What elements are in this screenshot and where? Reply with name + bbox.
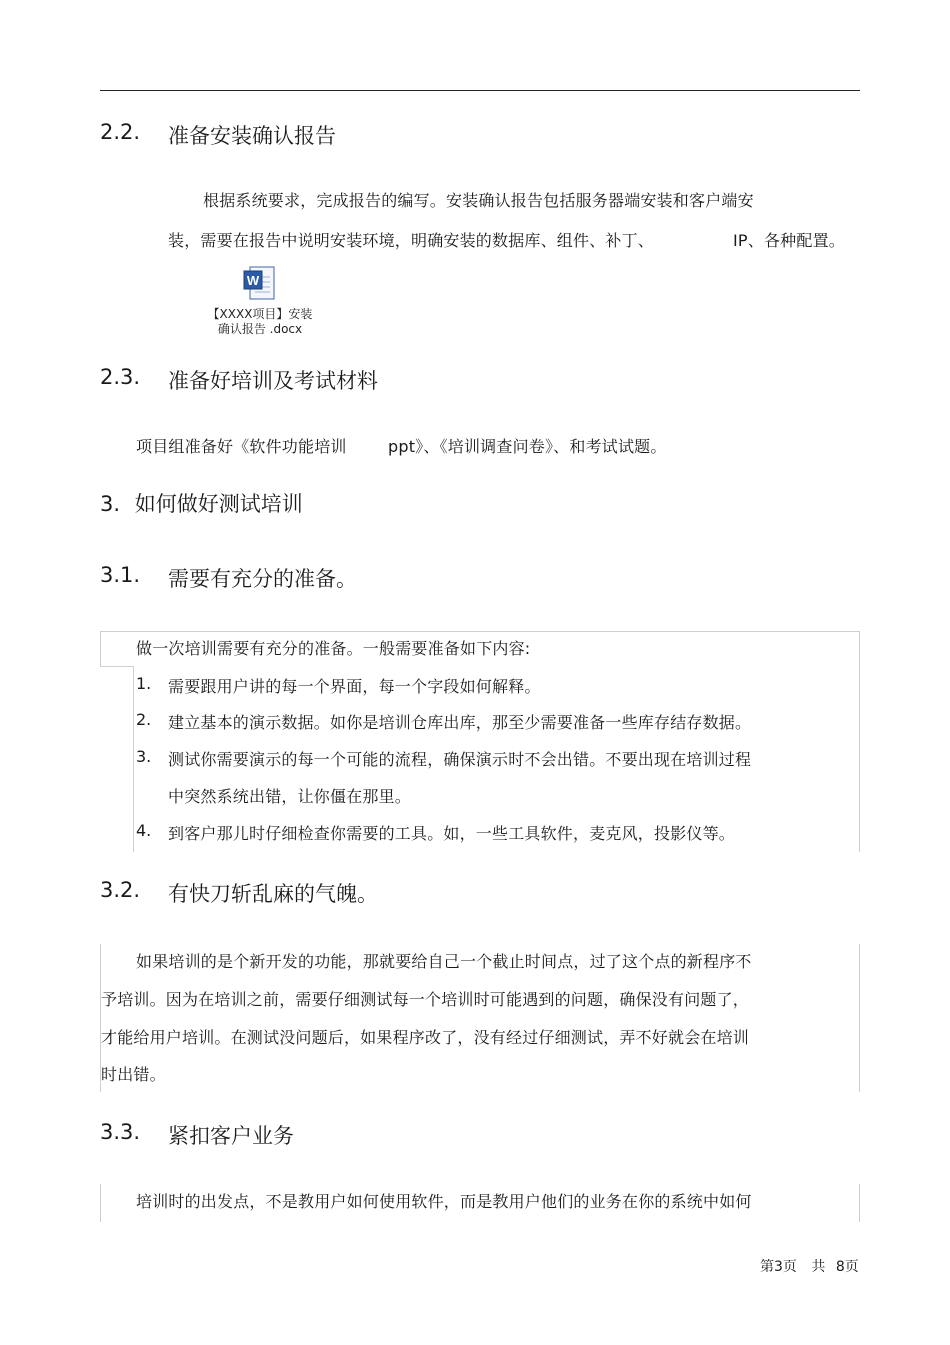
frame-line xyxy=(100,1184,101,1222)
list-number: 4. xyxy=(136,821,152,840)
heading-title: 准备安装确认报告 xyxy=(168,124,336,148)
frame-line xyxy=(100,666,134,667)
heading-title: 准备好培训及考试材料 xyxy=(168,369,378,393)
page-current: 3 xyxy=(774,1259,783,1275)
paragraph-line: 项目组准备好《软件功能培训 xyxy=(136,437,347,456)
heading-title: 紧扣客户业务 xyxy=(168,1124,294,1148)
heading-number: 2.3. xyxy=(100,365,141,389)
heading-number: 3. xyxy=(100,492,121,516)
paragraph-line: 才能给用户培训。在测试没问题后，如果程序改了，没有经过仔细测试，弄不好就会在培训 xyxy=(101,1028,750,1047)
paragraph-line: ppt》、《培训调查问卷》、和考试试题。 xyxy=(388,437,667,456)
page-footer: 第3页 共 8页 xyxy=(760,1259,859,1275)
paragraph-line: 装，需要在报告中说明安装环境，明确安装的数据库、组件、补丁、 xyxy=(168,231,655,250)
frame-line xyxy=(133,666,134,852)
paragraph-line: IP、各种配置。 xyxy=(733,231,845,250)
frame-line xyxy=(100,631,860,632)
heading-number: 3.1. xyxy=(100,563,141,587)
attachment-docx[interactable] xyxy=(200,265,320,337)
frame-line xyxy=(100,631,101,666)
heading-title: 需要有充分的准备。 xyxy=(168,567,357,591)
list-number: 1. xyxy=(136,674,152,693)
svg-text:W: W xyxy=(246,273,260,288)
header-rule xyxy=(100,90,860,91)
paragraph-line: 如果培训的是个新开发的功能，那就要给自己一个截止时间点，过了这个点的新程序不 xyxy=(136,952,752,971)
frame-line xyxy=(859,944,860,1092)
paragraph-line: 做一次培训需要有充分的准备。一般需要准备如下内容: xyxy=(136,639,531,658)
list-number: 3. xyxy=(136,747,152,766)
paragraph-line: 根据系统要求，完成报告的编写。安装确认报告包括服务器端安装和客户端安 xyxy=(203,191,754,210)
paragraph-line: 培训时的出发点，不是教用户如何使用软件，而是教用户他们的业务在你的系统中如何 xyxy=(136,1192,752,1211)
frame-line xyxy=(859,1184,860,1222)
list-item: 需要跟用户讲的每一个界面，每一个字段如何解释。 xyxy=(168,677,541,696)
list-item: 建立基本的演示数据。如你是培训仓库出库，那至少需要准备一些库存结存数据。 xyxy=(168,713,752,732)
frame-line xyxy=(859,631,860,852)
heading-title: 如何做好测试培训 xyxy=(134,492,303,516)
heading-number: 3.2. xyxy=(100,878,141,902)
list-item: 到客户那儿时仔细检查你需要的工具。如，一些工具软件，麦克风，投影仪等。 xyxy=(168,824,736,843)
list-item-continuation: 中突然系统出错，让你僵在那里。 xyxy=(168,787,412,806)
word-document-icon xyxy=(242,265,278,303)
paragraph-line: 予培训。因为在培训之前，需要仔细测试每一个培训时可能遇到的问题，确保没有问题了， xyxy=(101,990,750,1009)
heading-number: 3.3. xyxy=(100,1120,141,1144)
page-total: 8 xyxy=(835,1259,845,1275)
heading-title: 有快刀斩乱麻的气魄。 xyxy=(168,882,378,906)
attachment-caption: 【XXXX项目】安装 确认报告 .docx xyxy=(207,307,313,336)
list-item: 测试你需要演示的每一个可能的流程，确保演示时不会出错。不要出现在培训过程 xyxy=(168,750,752,769)
list-number: 2. xyxy=(136,710,152,729)
heading-number: 2.2. xyxy=(100,120,141,144)
paragraph-line: 时出错。 xyxy=(101,1065,166,1084)
heading-3 xyxy=(100,488,303,518)
